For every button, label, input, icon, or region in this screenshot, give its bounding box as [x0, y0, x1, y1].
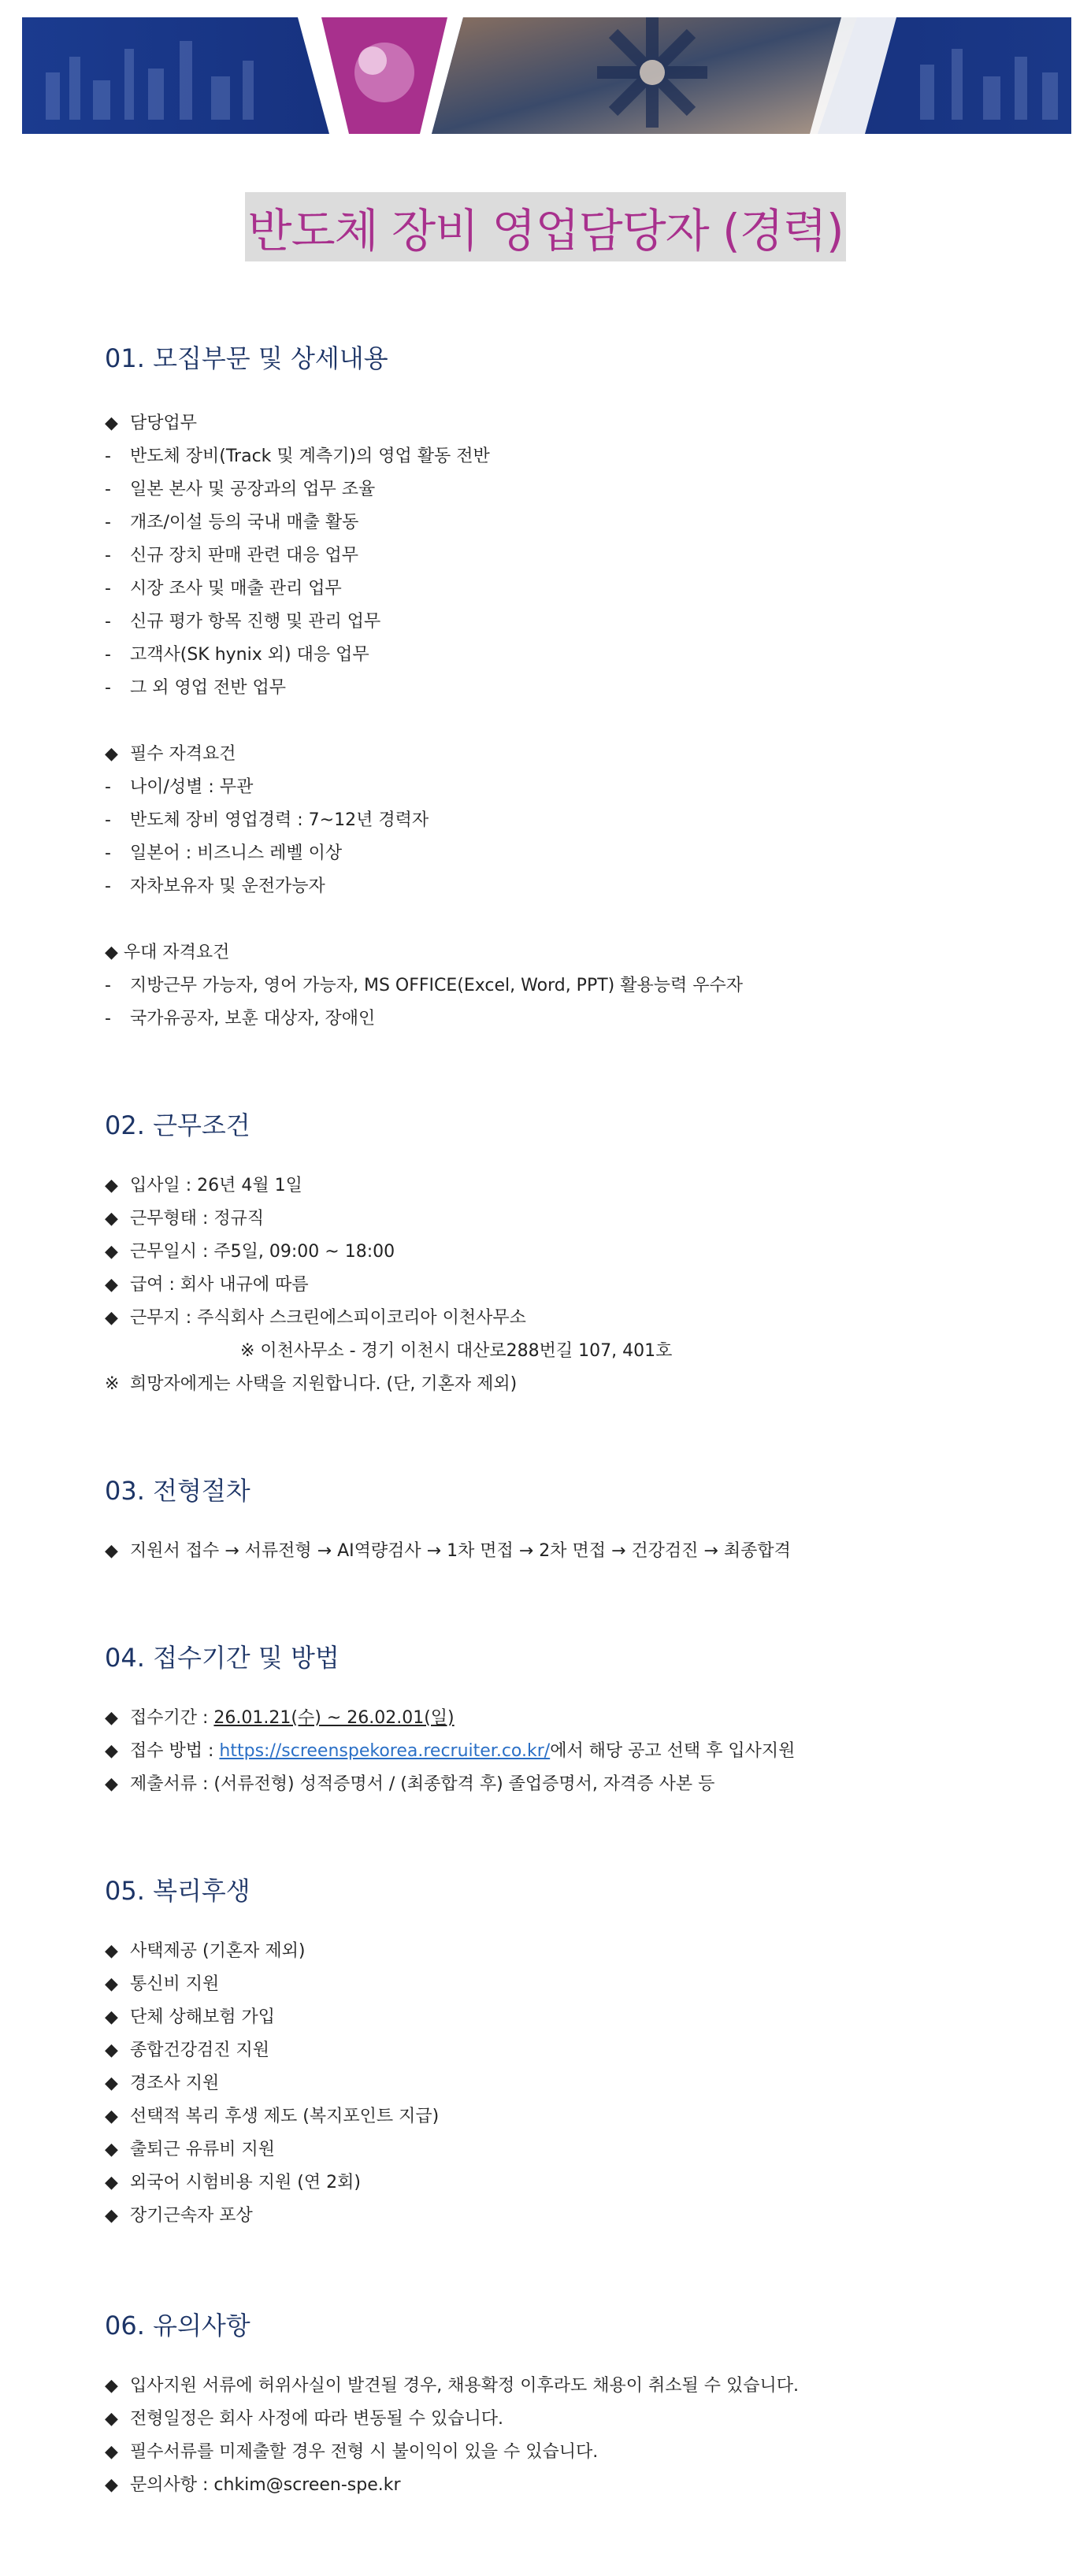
diamond-bullet-icon: ◆ — [105, 1741, 118, 1761]
section-heading-recruitment: 01. 모집부문 및 상세내용 — [105, 343, 388, 373]
list-item: ◆ 외국어 시험비용 지원 (연 2회) — [105, 2171, 361, 2195]
job-title-box — [245, 192, 846, 261]
list-item: ◆ 장기근속자 포상 — [105, 2204, 253, 2228]
diamond-bullet-icon: ◆ — [105, 2040, 118, 2060]
diamond-bullet-icon: ◆ — [105, 1708, 118, 1728]
list-item: - 반도체 장비(Track 및 계측기)의 영업 활동 전반 — [105, 447, 490, 466]
preferred-label: ◆ 우대 자격요건 — [105, 943, 230, 962]
period-value: 26.01.21(수) ~ 26.02.01(일) — [213, 1708, 455, 1728]
process-steps: ◆ 지원서 접수 → 서류전형 → AI역량검사 → 1차 면접 → 2차 면접 → 건강검진 → 최종합격 — [105, 1540, 791, 1563]
diamond-bullet-icon: ◆ — [105, 1209, 118, 1229]
section-heading-process: 03. 전형절차 — [105, 1476, 250, 1506]
diamond-bullet-icon: ◆ — [105, 2442, 118, 2462]
list-item: ◆ 입사지원 서류에 허위사실이 발견될 경우, 채용확정 이후라도 채용이 취소될 수 있습니다. — [105, 2374, 799, 2398]
header-banner — [22, 17, 1071, 134]
list-item: ◆ 경조사 지원 — [105, 2072, 219, 2096]
list-item: ◆ 근무일시 : 주5일, 09:00 ~ 18:00 — [105, 1240, 395, 1264]
duties-label: ◆ 담당업무 — [105, 412, 197, 436]
diamond-bullet-icon: ◆ — [105, 2206, 118, 2226]
section-heading-application: 04. 접수기간 및 방법 — [105, 1643, 340, 1673]
diamond-bullet-icon: ◆ — [105, 2007, 118, 2027]
diamond-bullet-icon: ◆ — [105, 1308, 118, 1328]
list-item: ◆ 선택적 복리 후생 제도 (복지포인트 지급) — [105, 2105, 439, 2129]
diamond-bullet-icon: ◆ — [105, 1242, 118, 1262]
list-item: - 일본어 : 비즈니스 레벨 이상 — [105, 843, 343, 863]
list-item: ◆ 사택제공 (기혼자 제외) — [105, 1940, 305, 1963]
section-heading-notices: 06. 유의사항 — [105, 2311, 250, 2341]
list-item: ◆ 종합건강검진 지원 — [105, 2039, 269, 2063]
list-item: ◆ 근무형태 : 정규직 — [105, 1207, 264, 1231]
required-label: ◆ 필수 자격요건 — [105, 743, 236, 766]
diamond-bullet-icon: ◆ — [105, 1974, 118, 1994]
diamond-bullet-icon: ◆ — [105, 2376, 118, 2396]
job-title: 반도체 장비 영업담당자 (경력) — [247, 204, 844, 258]
application-method: ◆ 접수 방법 : https://screenspekorea.recruiter.co.kr/에서 해당 공고 선택 후 입사지원 — [105, 1740, 795, 1763]
list-item: - 시장 조사 및 매출 관리 업무 — [105, 579, 342, 599]
list-item: - 신규 장치 판매 관련 대응 업무 — [105, 546, 358, 565]
office-address: ※ 이천사무소 - 경기 이천시 대산로288번길 107, 401호 — [240, 1341, 673, 1361]
reference-mark-icon: ※ — [105, 1374, 120, 1394]
diamond-bullet-icon: ◆ — [105, 413, 118, 433]
list-item: ◆ 입사일 : 26년 4월 1일 — [105, 1174, 302, 1198]
list-item: - 지방근무 가능자, 영어 가능자, MS OFFICE(Excel, Word, PPT) 활용능력 우수자 — [105, 976, 743, 995]
list-item: ◆ 급여 : 회사 내규에 따름 — [105, 1273, 309, 1297]
diamond-bullet-icon: ◆ — [105, 943, 118, 962]
application-period: ◆ 접수기간 : 26.01.21(수) ~ 26.02.01(일) — [105, 1707, 455, 1730]
list-item: - 개조/이설 등의 국내 매출 활동 — [105, 513, 359, 532]
list-item: - 국가유공자, 보훈 대상자, 장애인 — [105, 1009, 376, 1029]
diamond-bullet-icon: ◆ — [105, 1275, 118, 1295]
list-item: - 반도체 장비 영업경력 : 7~12년 경력자 — [105, 810, 429, 830]
diamond-bullet-icon: ◆ — [105, 2173, 118, 2192]
diamond-bullet-icon: ◆ — [105, 2140, 118, 2159]
recruitment-banner-image — [22, 17, 1071, 134]
diamond-bullet-icon: ◆ — [105, 2409, 118, 2429]
diamond-bullet-icon: ◆ — [105, 2074, 118, 2093]
list-item: ◆ 단체 상해보험 가입 — [105, 2006, 275, 2029]
list-item: ◆ 필수서류를 미제출할 경우 전형 시 불이익이 있을 수 있습니다. — [105, 2441, 598, 2464]
contact-info: ◆ 문의사항 : chkim@screen-spe.kr — [105, 2474, 401, 2497]
list-item: ◆ 전형일정은 회사 사정에 따라 변동될 수 있습니다. — [105, 2407, 503, 2431]
housing-note: ※ 희망자에게는 사택을 지원합니다. (단, 기혼자 제외) — [105, 1373, 517, 1396]
section-heading-conditions: 02. 근무조건 — [105, 1110, 250, 1140]
recruiter-site-link[interactable]: https://screenspekorea.recruiter.co.kr/ — [219, 1741, 551, 1761]
list-item: ◆ 출퇴근 유류비 지원 — [105, 2138, 275, 2162]
list-item: - 나이/성별 : 무관 — [105, 777, 254, 797]
diamond-bullet-icon: ◆ — [105, 2107, 118, 2126]
list-item: - 신규 평가 항목 진행 및 관리 업무 — [105, 612, 381, 632]
diamond-bullet-icon: ◆ — [105, 1774, 118, 1794]
list-item: ◆ 근무지 : 주식회사 스크린에스피이코리아 이천사무소 — [105, 1307, 526, 1330]
diamond-bullet-icon: ◆ — [105, 1941, 118, 1961]
list-item: - 그 외 영업 전반 업무 — [105, 678, 286, 698]
diamond-bullet-icon: ◆ — [105, 1541, 118, 1561]
list-item: - 일본 본사 및 공장과의 업무 조율 — [105, 480, 376, 499]
section-heading-benefits: 05. 복리후생 — [105, 1876, 250, 1906]
list-item: - 자차보유자 및 운전가능자 — [105, 877, 325, 896]
diamond-bullet-icon: ◆ — [105, 1176, 118, 1195]
required-documents: ◆ 제출서류 : (서류전형) 성적증명서 / (최종합격 후) 졸업증명서, 자격증 사본 등 — [105, 1773, 714, 1796]
diamond-bullet-icon: ◆ — [105, 744, 118, 764]
diamond-bullet-icon: ◆ — [105, 2475, 118, 2495]
list-item: ◆ 통신비 지원 — [105, 1973, 219, 1996]
list-item: - 고객사(SK hynix 외) 대응 업무 — [105, 645, 369, 665]
